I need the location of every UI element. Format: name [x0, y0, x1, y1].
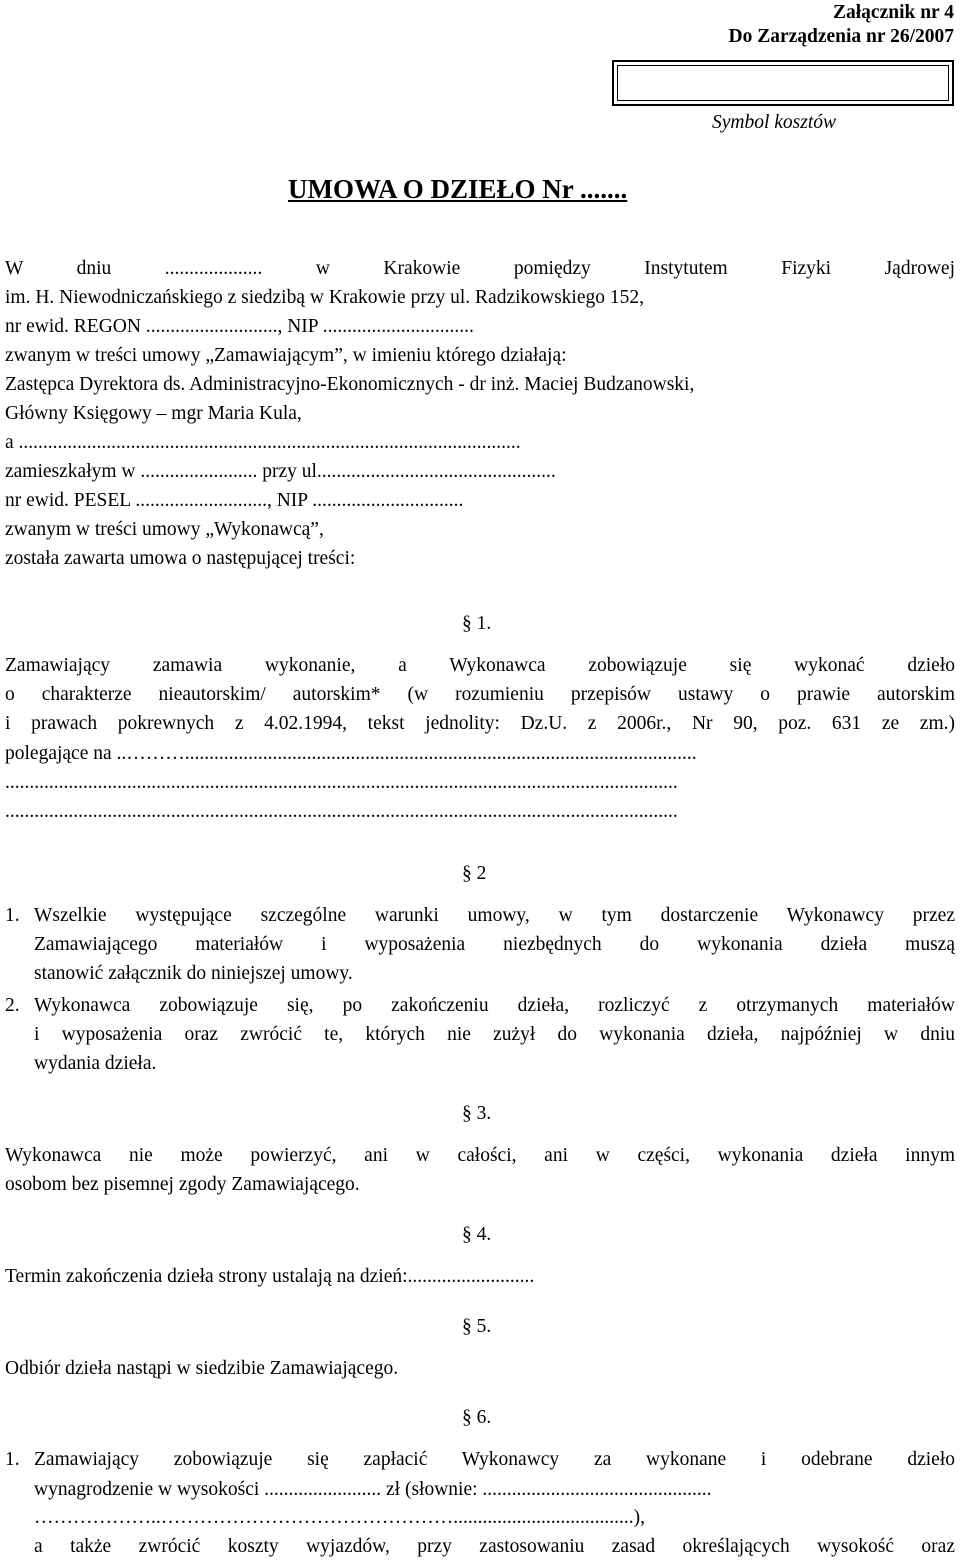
section-1-line-3: i prawach pokrewnych z 4.02.1994, tekst jednolity: Dz.U. z 2006r., Nr 90, poz. 631 ze zm.)	[5, 714, 955, 734]
annex-number: Załącznik nr 4	[833, 2, 954, 23]
intro-line-7: a .......................................................................................................	[5, 432, 521, 453]
intro-line-6: Główny Księgowy – mgr Maria Kula,	[5, 403, 302, 424]
section-2-item-2-number: 2.	[5, 995, 20, 1016]
section-1-line-5: ..........................................................................................................................................	[5, 772, 678, 793]
section-6-item-1-line-4: a także zwrócić koszty wyjazdów, przy zastosowaniu zasad określających wysokość oraz	[34, 1537, 955, 1557]
section-3-line-2: osobom bez pisemnej zgody Zamawiającego.	[5, 1174, 360, 1195]
section-2-item-1-number: 1.	[5, 905, 20, 926]
section-6-heading: § 6.	[462, 1407, 492, 1428]
section-5-heading: § 5.	[462, 1316, 492, 1337]
section-2-item-1-line-1: Wszelkie występujące szczególne warunki umowy, w tym dostarczenie Wykonawcy przez	[34, 906, 955, 926]
intro-line-11: została zawarta umowa o następującej treści:	[5, 548, 356, 569]
section-1-line-2: o charakterze nieautorskim/ autorskim* (w rozumieniu przepisów ustawy o prawie autorskim	[5, 685, 955, 705]
section-3-line-1: Wykonawca nie może powierzyć, ani w całości, ani w części, wykonania dzieła innym	[5, 1146, 955, 1166]
cost-symbol-box[interactable]	[612, 60, 954, 106]
intro-line-1: W dniu .................... w Krakowie pomiędzy Instytutem Fizyki Jądrowej	[5, 259, 955, 279]
section-5-line-1: Odbiór dzieła nastąpi w siedzibie Zamawiającego.	[5, 1358, 399, 1379]
intro-line-4: zwanym w treści umowy „Zamawiającym”, w imieniu którego działają:	[5, 345, 567, 366]
intro-line-9: nr ewid. PESEL ..........................., NIP ...............................	[5, 490, 464, 511]
section-6-item-1-line-2: wynagrodzenie w wysokości ........................ zł (słownie: ...............................................	[34, 1479, 712, 1500]
section-1-line-6: ..........................................................................................................................................	[5, 801, 678, 822]
section-4-heading: § 4.	[462, 1224, 492, 1245]
intro-line-8: zamieszkałym w ........................ przy ul.................................................	[5, 461, 556, 482]
intro-line-10: zwanym w treści umowy „Wykonawcą”,	[5, 519, 324, 540]
section-1-line-1: Zamawiający zamawia wykonanie, a Wykonawca zobowiązuje się wykonać dzieło	[5, 656, 955, 676]
section-1-heading: § 1.	[462, 613, 492, 634]
section-6-item-1-number: 1.	[5, 1449, 20, 1470]
section-4-line-1: Termin zakończenia dzieła strony ustalają na dzień:..........................	[5, 1266, 535, 1287]
section-2-item-1-line-2: Zamawiającego materiałów i wyposażenia niezbędnych do wykonania dzieła muszą	[34, 935, 955, 955]
section-2-item-2-line-3: wydania dzieła.	[34, 1053, 157, 1074]
document-title: UMOWA O DZIEŁO Nr .......	[288, 174, 628, 204]
section-2-heading: § 2	[462, 863, 487, 884]
intro-line-5: Zastępca Dyrektora ds. Administracyjno-Ekonomicznych - dr inż. Maciej Budzanowski,	[5, 374, 695, 395]
section-6-item-1-line-3: ………………..……………………………………….....................................),	[34, 1507, 645, 1528]
cost-symbol-label: Symbol kosztów	[712, 112, 837, 133]
section-1-line-4: polegające na ..……….........................................................................................................	[5, 743, 697, 764]
section-2-item-2-line-1: Wykonawca zobowiązuje się, po zakończeniu dzieła, rozliczyć z otrzymanych materiałów	[34, 996, 955, 1016]
ordinance-reference: Do Zarządzenia nr 26/2007	[728, 26, 954, 47]
section-6-item-1-line-1: Zamawiający zobowiązuje się zapłacić Wykonawcy za wykonane i odebrane dzieło	[34, 1450, 955, 1470]
section-3-heading: § 3.	[462, 1103, 492, 1124]
section-2-item-1-line-3: stanowić załącznik do niniejszej umowy.	[34, 963, 353, 984]
intro-line-3: nr ewid. REGON ..........................., NIP ...............................	[5, 316, 474, 337]
section-2-item-2-line-2: i wyposażenia oraz zwrócić te, których nie zużył do wykonania dzieła, najpóźniej w dniu	[34, 1025, 955, 1045]
intro-line-2: im. H. Niewodniczańskiego z siedzibą w Krakowie przy ul. Radzikowskiego 152,	[5, 287, 645, 308]
